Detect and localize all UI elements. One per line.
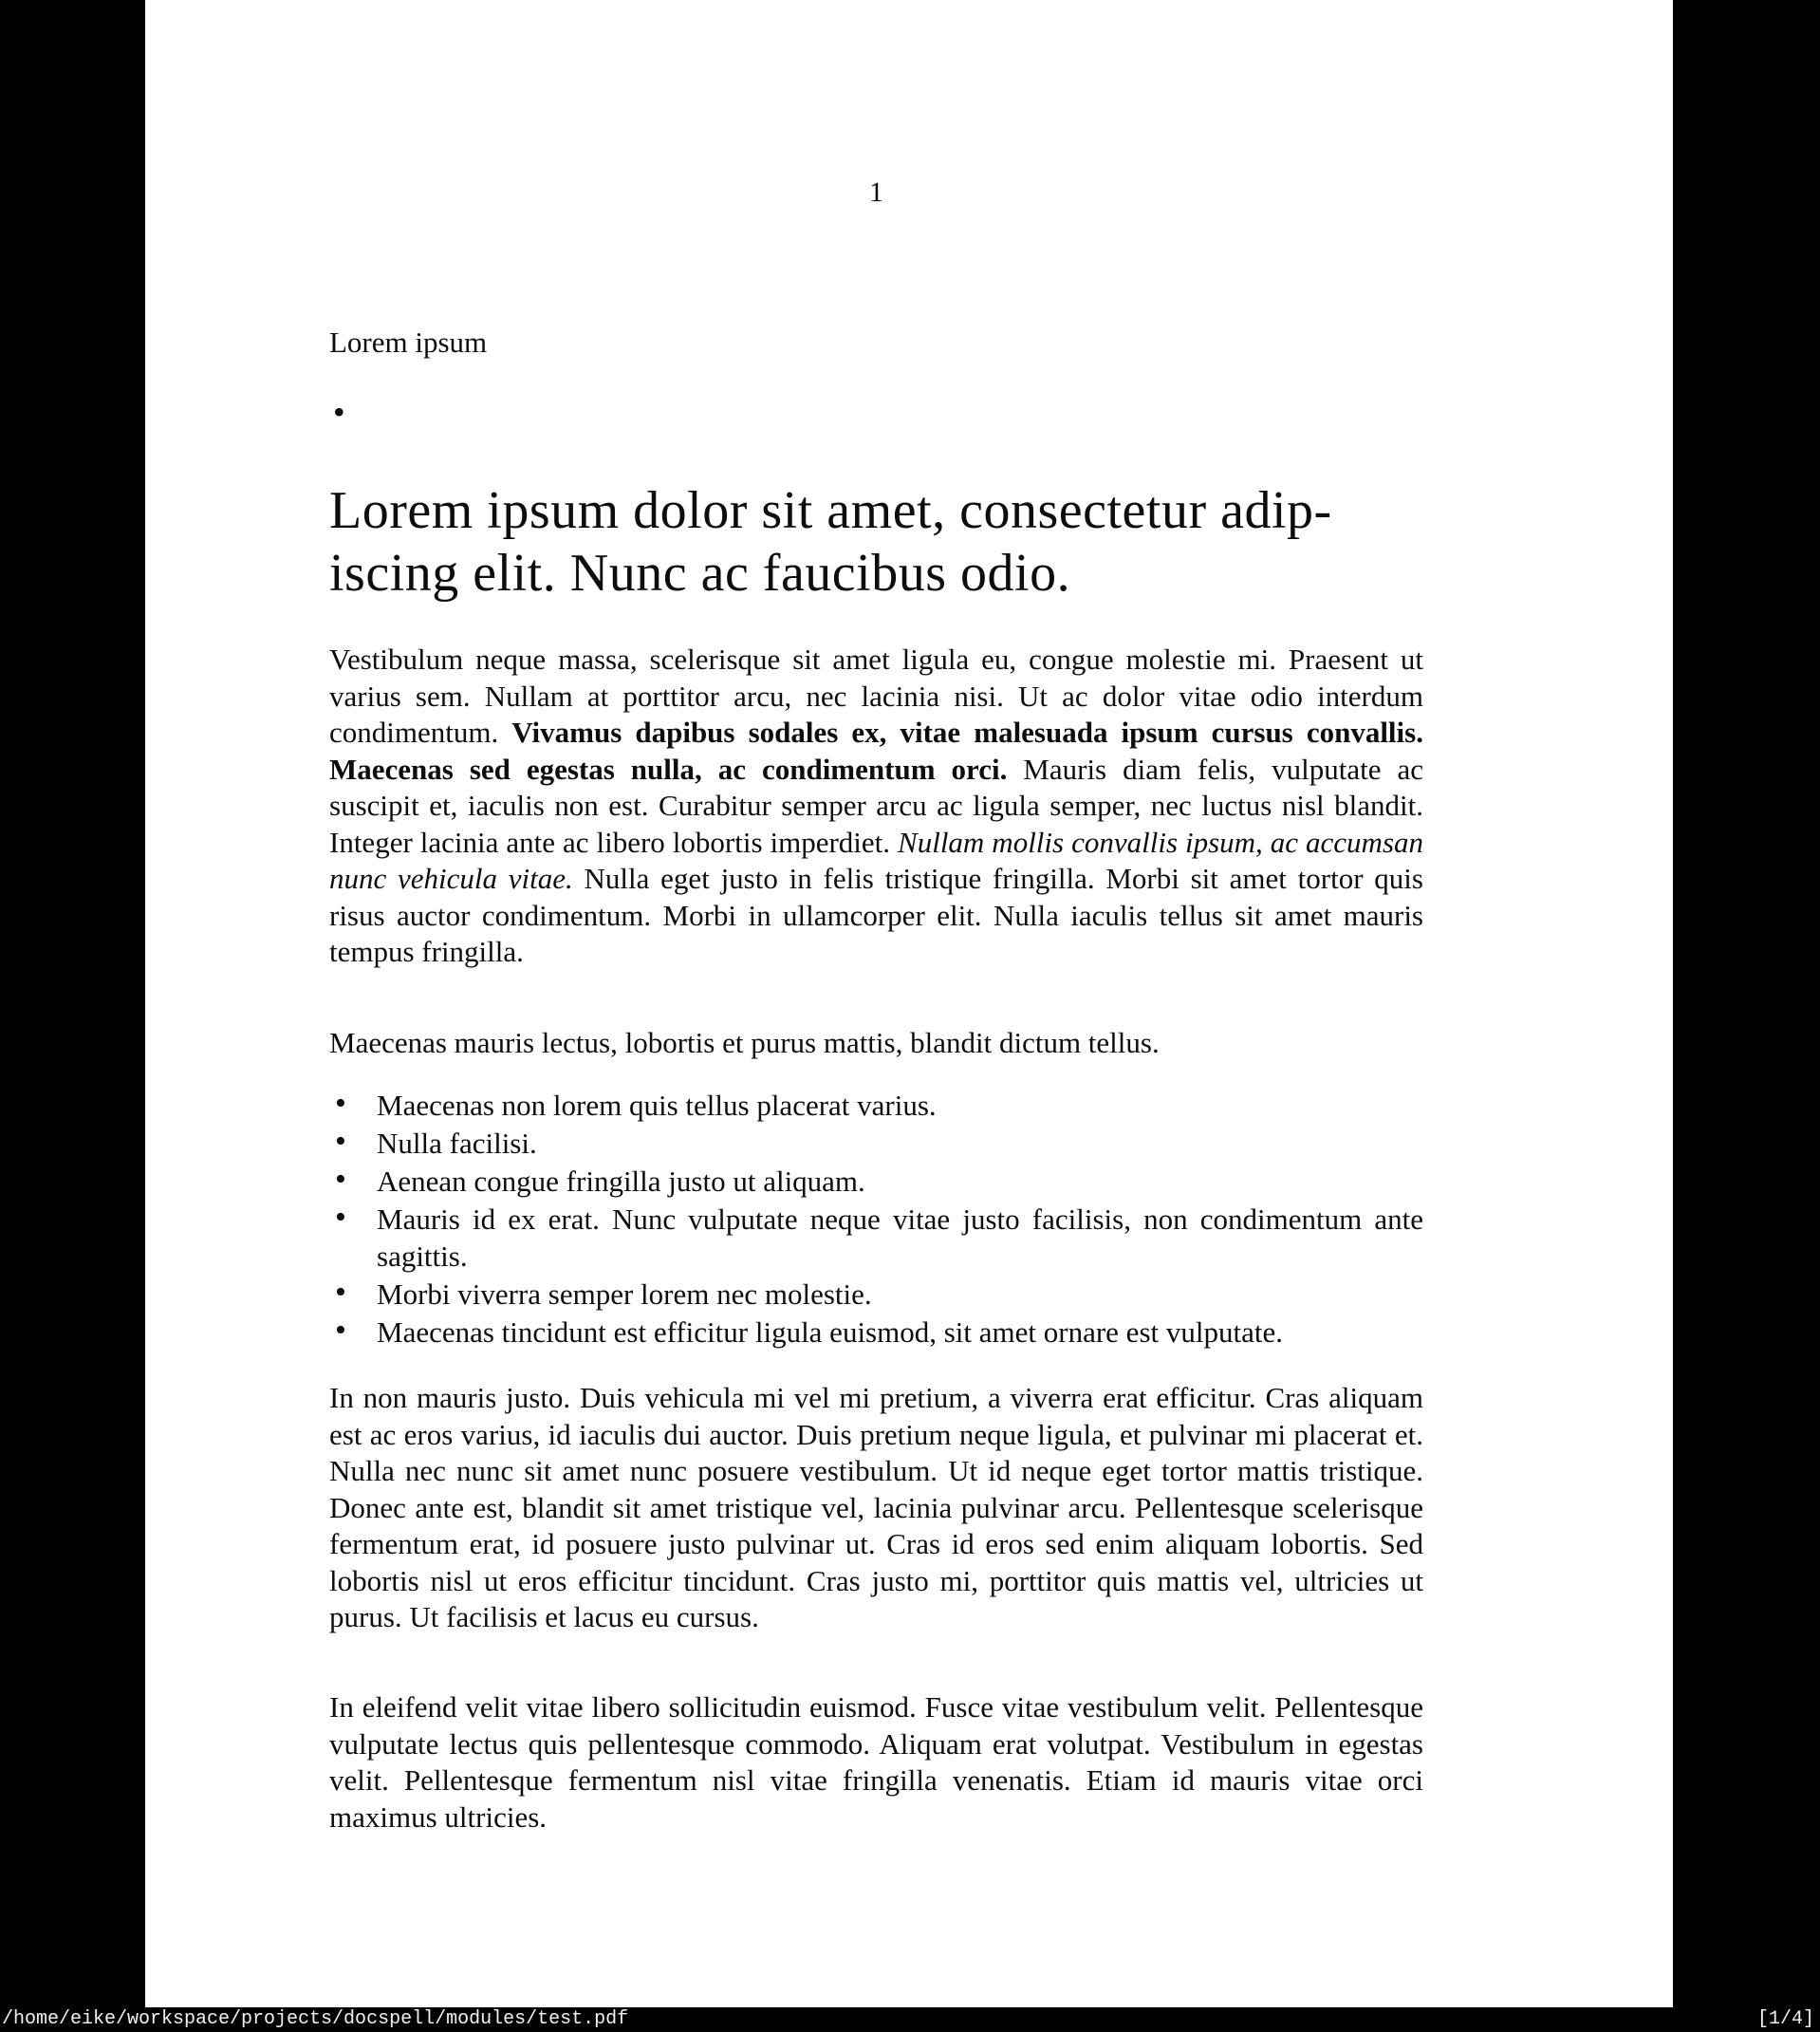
bullet-list [329, 1088, 1423, 1352]
pdf-page [145, 0, 1673, 2007]
list-item-text: Morbi viverra semper lorem nec molestie. [377, 1277, 872, 1311]
bullet-icon: • [335, 1124, 346, 1159]
list-item [329, 1202, 1423, 1275]
intro-label: Lorem ipsum [329, 326, 488, 359]
list-item-text: Maecenas non lorem quis tellus placerat varius. [377, 1089, 937, 1122]
statusbar-file-path: /home/eike/workspace/projects/docspell/modules/test.pdf [2, 2008, 629, 2030]
heading-line-2: iscing elit. Nunc ac faucibus odio. [329, 544, 1071, 603]
page-number: 1 [869, 177, 883, 208]
document-heading [329, 479, 1506, 605]
list-item [329, 1274, 1423, 1314]
list-item [329, 1088, 1423, 1125]
paragraph-1-text: Nulla eget justo in felis tristique fringilla. Morbi sit amet tortor quis risus auctor condimentum. Morbi in ullamcorper elit. Nulla iaculis tellus sit amet mauris tempus fringilla. [329, 862, 1423, 968]
bullet-icon: • [335, 1162, 346, 1197]
bullet-icon: • [335, 1312, 346, 1348]
bullet-icon: • [333, 393, 345, 431]
statusbar [0, 2007, 1820, 2032]
list-item-text: Aenean congue fringilla justo ut aliquam. [377, 1165, 865, 1198]
paragraph-1-bold-text: Vivamus dapibus sodales ex, vitae malesuada ipsum cursus convallis. Maecenas sed egestas nulla, ac condimentum orci. [329, 716, 1423, 786]
bullet-icon: • [335, 1274, 346, 1310]
paragraph-4: In eleifend velit vitae libero sollicitudin euismod. Fusce vitae vestibulum velit. Pellentesque vulputate lectus quis pellentesque commodo. Aliquam erat volutpat. Vestibulum in egestas velit. Pellentesque fermentum nisl vitae fringilla venenatis. Etiam id mauris vitae orci maximus ultricies. [329, 1690, 1423, 1834]
list-item-text: Mauris id ex erat. Nunc vulputate neque vitae justo facilisis, non condimentum ante sagittis. [377, 1202, 1423, 1273]
list-item [329, 1314, 1423, 1352]
list-item-text: Maecenas tincidunt est efficitur ligula euismod, sit amet ornare est vulputate. [377, 1314, 1283, 1349]
bullet-icon: • [335, 1200, 346, 1235]
bullet-icon: • [335, 1086, 346, 1121]
paragraph-1 [329, 642, 1423, 971]
paragraph-1-text: Mauris diam felis, vulputate ac suscipit et, iaculis non est. Curabitur semper arcu ac ligula semper, nec luctus nisl blandit. Integer lacinia ante ac libero lobortis imperdiet. [329, 752, 1423, 859]
paragraph-1-text: Vestibulum neque massa, scelerisque sit amet ligula eu, congue molestie mi. Praesent ut varius sem. Nullam at porttitor arcu, nec lacinia nisi. Ut ac dolor vitae odio interdum condimentum. [329, 643, 1423, 749]
statusbar-page-indicator: [1/4] [1756, 2008, 1814, 2030]
heading-line-1: Lorem ipsum dolor sit amet, consectetur adip- [329, 481, 1332, 540]
list-item [329, 1126, 1423, 1163]
empty-list-item [333, 395, 345, 429]
paragraph-1-italic-text: Nullam mollis convallis ipsum, ac accumsan nunc vehicula vitae. [329, 825, 1424, 895]
paragraph-2: Maecenas mauris lectus, lobortis et purus mattis, blandit dictum tellus. [329, 1026, 1160, 1059]
paragraph-3: In non mauris justo. Duis vehicula mi vel mi pretium, a viverra erat efficitur. Cras aliquam est ac eros varius, id iaculis dui auctor. Duis pretium neque ligula, et pulvinar mi placerat et. Nulla nec nunc sit amet nunc posuere vestibulum. Ut id neque eget tortor mattis tristique. Donec ante est, blandit sit amet tristique vel, lacinia pulvinar arcu. Pellentesque scelerisque fermentum erat, id posuere justo pulvinar ut. Cras id eros sed enim aliquam lobortis. Sed lobortis nisl ut eros efficitur tincidunt. Cras justo mi, porttitor quis mattis vel, ultricies ut purus. Ut facilisis et lacus eu cursus. [329, 1381, 1423, 1633]
list-item [329, 1164, 1423, 1201]
list-item-text: Nulla facilisi. [377, 1127, 537, 1160]
